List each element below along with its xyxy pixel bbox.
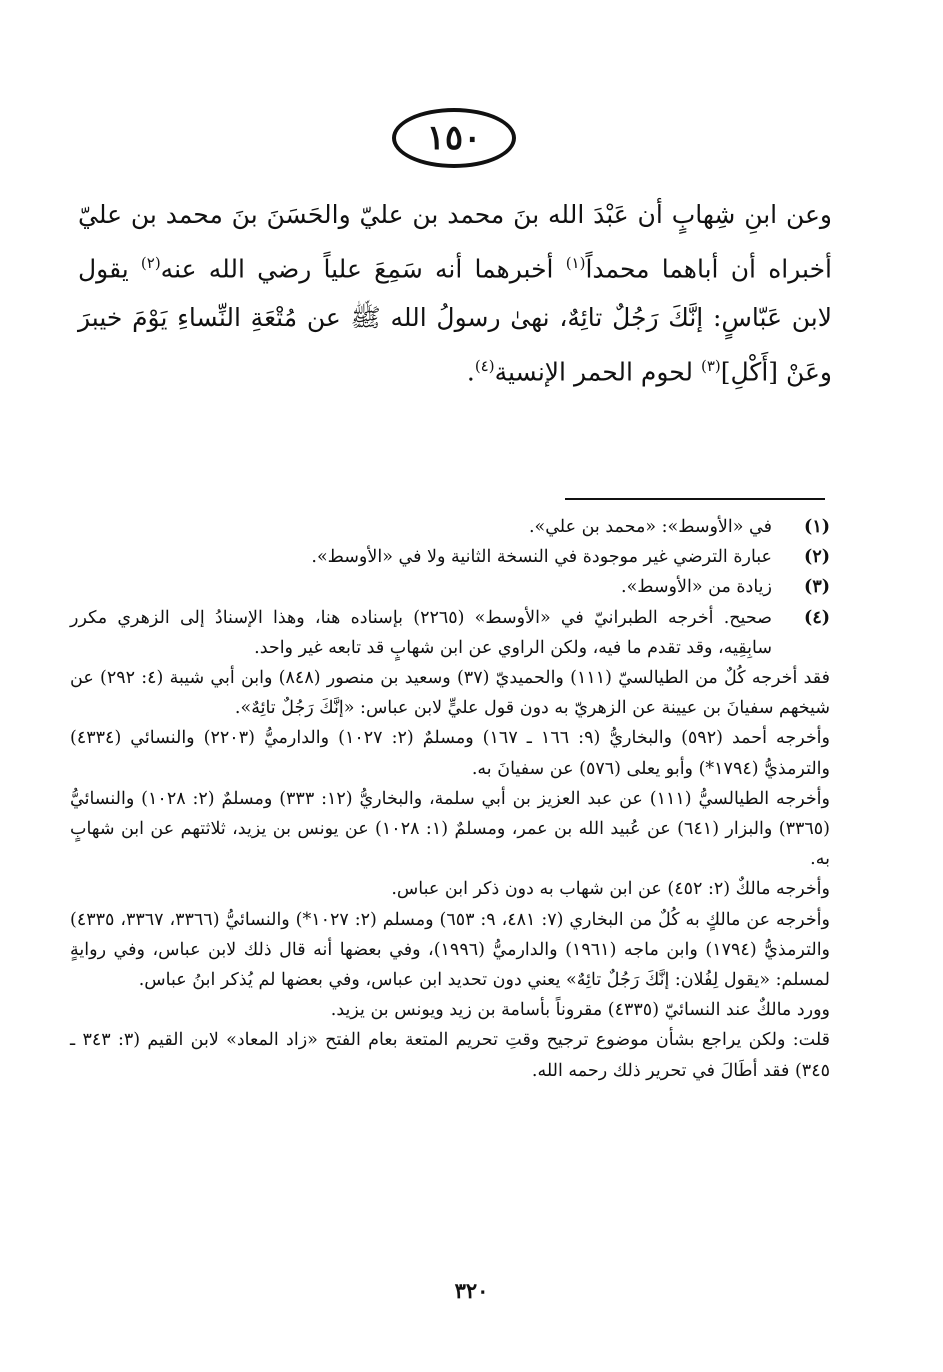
footnote-number: (٢) (804, 547, 830, 568)
footnote-number: (٣) (804, 577, 830, 598)
footnote-text: صحيح. أخرجه الطبرانيّ في «الأوسط» (٢٢٦٥) بإسناده هنا، وهذا الإسنادُ إلى الزهري مكرر سابِقِيه، وقد تقدم ما فيه، ولكن الراوي عن ابن شهابٍ قد تابعه غير واحد. (70, 607, 772, 658)
footnote-paragraph: قلت: ولكن يراجع بشأن موضوع ترجيح وقتِ تحريم المتعة بعام الفتح «زاد المعاد» لابن القيم (٣: ٣٤٣ ـ ٣٤٥) فقد أطَالَ في تحرير ذلك رحمه الله. (70, 1030, 830, 1081)
hadith-text-part-3: يقول لابن عَبّاسٍ: إنَّكَ رَجُلٌ تائِهٌ، نهىٰ رسولُ الله ﷺ عن مُتْعَةِ النِّساءِ يَوْمَ خيبرَ وعَنْ [أَكْلِ] (78, 254, 832, 387)
footnotes (70, 512, 830, 1086)
footnote-paragraph: فقد أخرجه كُلٌ من الطيالسيّ (١١١) والحميديّ (٣٧) وسعيد بن منصور (٨٤٨) وابن أبي شيبة (٤: ٢٩٢) عن شيخهم سفيانَ بن عيينة عن الزهريّ به دون قول عليٍّ لابن عباس: «إنَّكَ رَجُلٌ تائِهٌ». (70, 668, 830, 719)
footnote-3 (70, 572, 830, 602)
footnote-paragraph: وأخرجه أحمد (٥٩٢) والبخاريُّ (٩: ١٦٦ ـ ١٦٧) ومسلمٌ (٢: ١٠٢٧) والدارميُّ (٢٢٠٣) والنسائي (٤٣٣٤) والترمذيُّ (١٧٩٤*) وأبو يعلى (٥٧٦) عن سفيانَ به. (70, 728, 830, 779)
hadith-text-part-4: لحوم الحمر الإنسية (494, 357, 701, 387)
footnote-text: عبارة الترضي غير موجودة في النسخة الثانية ولا في «الأوسط». (311, 547, 772, 568)
footnote-paragraph: وأخرجه مالكٌ (٢: ٤٥٢) عن ابن شهاب به دون ذكر ابن عباس. (391, 879, 830, 900)
footnote-number: (١) (804, 517, 830, 537)
footnote-divider (565, 498, 825, 500)
hadith-paragraph (78, 190, 832, 397)
footnote-paragraph: وأخرجه عن مالكٍ به كُلٌ من البخاري (٧: ٤٨١، ٩: ٦٥٣) ومسلم (٢: ١٠٢٧*) والنسائيُّ (٣٣٦٦، ٣٣٦٧، ٤٣٣٥) والترمذيُّ (١٧٩٤) وابن ماجه (١٩٦١) والدارميُّ (١٩٩٦)، وفي بعضها أنه قال ذلك لابن عباس، وفي روايةٍ لمسلم: «يقول لِفُلان: إنَّكَ رَجُلٌ تائِهٌ» يعني دون تحديد ابن عباس، وفي بعضها لم يُذكر ابنُ عباس. (70, 909, 831, 991)
footnote-ref-4[interactable]: (٤) (474, 357, 495, 376)
hadith-number-badge (392, 108, 516, 168)
footnote-ref-1[interactable]: (١) (565, 254, 586, 272)
hadith-number: ١٥٠ (426, 118, 482, 158)
footnote-1 (70, 512, 830, 542)
footnote-text: زيادة من «الأوسط». (621, 577, 772, 598)
footnote-ref-3[interactable]: (٣) (700, 357, 721, 376)
hadith-text-part-2: أخبرهما أنه سَمِعَ علياً رضي الله عنه (160, 254, 566, 284)
hadith-text-part-1: وعن ابنِ شِهابٍ أن عَبْدَ الله بنَ محمد بن عليّ والحَسَنَ بنَ محمد بن عليّ أخبراه أن أباهما محمداً (78, 200, 832, 284)
footnote-4 (70, 603, 830, 663)
footnote-paragraph: وورد مالكٌ عند النسائيّ (٤٣٣٥) مقروناً بأسامة بن زيد ويونس بن يزيد. (330, 1000, 830, 1021)
hadith-text-part-5: . (466, 357, 475, 387)
footnote-ref-2[interactable]: (٢) (140, 254, 161, 272)
page-number: ٣٢٠ (454, 1278, 489, 1303)
hadith-text (78, 190, 832, 397)
footnote-number: (٤) (804, 607, 830, 628)
footnote-2 (70, 542, 830, 572)
footnote-paragraph: وأخرجه الطيالسيُّ (١١١) عن عبد العزيز بن أبي سلمة، والبخاريُّ (١٢: ٣٣٣) ومسلمٌ (٢: ١٠٢٨) والنسائيُّ (٣٣٦٥) والبزار (٦٤١) عن عُبيد الله بن عمر، ومسلمٌ (١: ١٠٢٨) عن يونس بن يزيد، ثلاثتهم عن ابن شهابٍ به. (70, 788, 830, 870)
footnote-text: في «الأوسط»: «محمد بن علي». (528, 517, 772, 537)
